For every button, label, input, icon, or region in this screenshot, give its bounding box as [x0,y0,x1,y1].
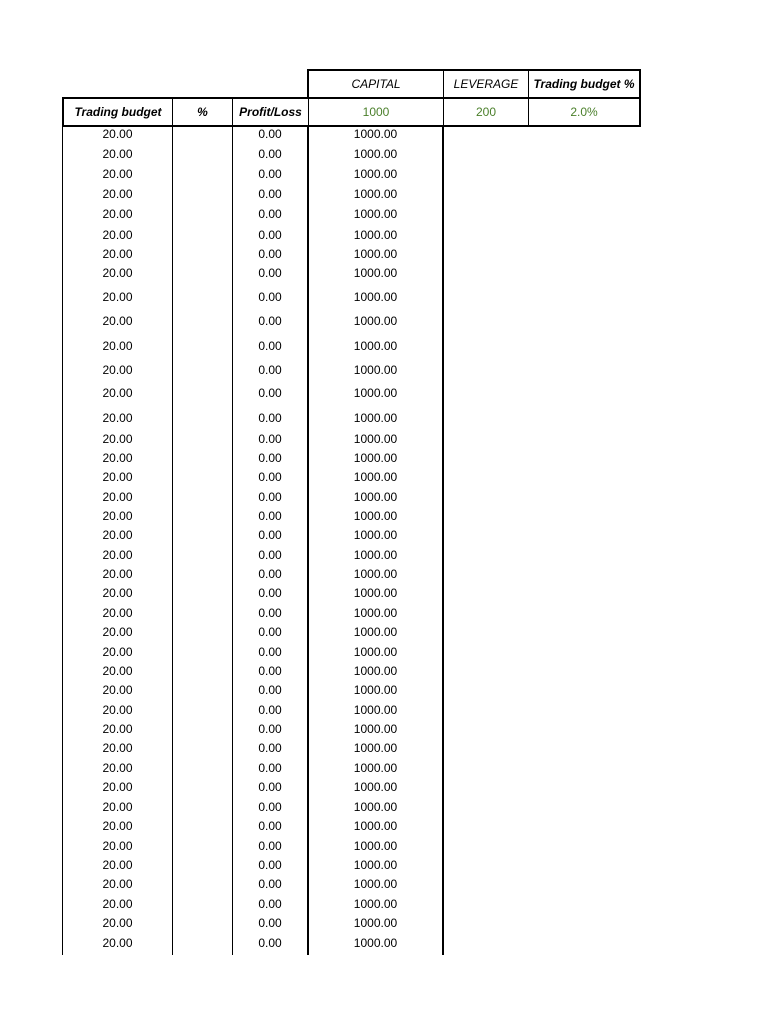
trading-budget-header[interactable]: Trading budget [74,105,162,119]
trading-budget-cell[interactable]: 20.00 [102,490,133,504]
profit-loss-cell[interactable]: 0.00 [258,839,282,853]
capital-cell[interactable]: 1000.00 [353,839,398,853]
trading-budget-cell[interactable]: 20.00 [102,897,133,911]
profit-loss-cell[interactable]: 0.00 [258,567,282,581]
column-border-capital-right [442,125,444,955]
capital-cell[interactable]: 1000.00 [353,290,398,304]
percent-cell[interactable] [173,895,232,914]
profit-loss-cell[interactable]: 0.00 [258,741,282,755]
percent-cell[interactable] [173,409,232,428]
trading-budget-cell[interactable]: 20.00 [102,127,133,141]
trading-budget-cell[interactable]: 20.00 [102,290,133,304]
profit-loss-cell[interactable]: 0.00 [258,916,282,930]
capital-cell[interactable]: 1000.00 [353,645,398,659]
capital-cell[interactable]: 1000.00 [353,664,398,678]
percent-cell[interactable] [173,739,232,758]
profit-loss-cell[interactable]: 0.00 [258,897,282,911]
trading-budget-cell[interactable]: 20.00 [102,839,133,853]
profit-loss-cell[interactable]: 0.00 [258,228,282,242]
capital-cell[interactable]: 1000.00 [353,339,398,353]
percent-cell[interactable] [173,288,232,307]
profit-loss-cell[interactable]: 0.00 [258,528,282,542]
capital-cell[interactable]: 1000.00 [353,606,398,620]
capital-cell[interactable]: 1000.00 [353,528,398,542]
profit-loss-cell[interactable]: 0.00 [258,314,282,328]
capital-cell[interactable]: 1000.00 [353,247,398,261]
profit-loss-cell[interactable]: 0.00 [258,266,282,280]
percent-cell[interactable] [173,185,232,204]
percent-cell[interactable] [173,778,232,797]
profit-loss-cell[interactable]: 0.00 [258,147,282,161]
capital-cell[interactable]: 1000.00 [353,490,398,504]
capital-cell[interactable]: 1000.00 [353,800,398,814]
profit-loss-cell[interactable]: 0.00 [258,339,282,353]
percent-cell[interactable] [173,837,232,856]
profit-loss-cell[interactable]: 0.00 [258,683,282,697]
trading-budget-cell[interactable]: 20.00 [102,528,133,542]
profit-loss-cell[interactable]: 0.00 [258,664,282,678]
percent-cell[interactable] [173,205,232,224]
percent-cell[interactable] [173,817,232,836]
trading-budget-cell[interactable]: 20.00 [102,363,133,377]
capital-cell[interactable]: 1000.00 [353,509,398,523]
percent-cell[interactable] [173,604,232,623]
profit-loss-cell[interactable]: 0.00 [258,548,282,562]
percent-cell[interactable] [173,488,232,507]
percent-header[interactable]: % [197,105,208,119]
trading-budget-cell[interactable]: 20.00 [102,266,133,280]
percent-cell[interactable] [173,165,232,184]
percent-cell[interactable] [173,125,232,144]
capital-cell[interactable]: 1000.00 [353,858,398,872]
profit-loss-cell[interactable]: 0.00 [258,470,282,484]
capital-cell[interactable]: 1000.00 [353,386,398,400]
capital-cell[interactable]: 1000.00 [353,363,398,377]
capital-cell[interactable]: 1000.00 [353,127,398,141]
profit-loss-cell[interactable]: 0.00 [258,586,282,600]
percent-cell[interactable] [173,856,232,875]
trading-budget-cell[interactable]: 20.00 [102,187,133,201]
capital-cell[interactable]: 1000.00 [353,548,398,562]
percent-cell[interactable] [173,623,232,642]
trading-budget-cell[interactable]: 20.00 [102,645,133,659]
profit-loss-cell[interactable]: 0.00 [258,819,282,833]
trading-budget-cell[interactable]: 20.00 [102,780,133,794]
profit-loss-cell[interactable]: 0.00 [258,645,282,659]
percent-cell[interactable] [173,430,232,449]
trading-budget-cell[interactable]: 20.00 [102,451,133,465]
capital-cell[interactable]: 1000.00 [353,897,398,911]
percent-cell[interactable] [173,643,232,662]
percent-cell[interactable] [173,264,232,283]
trading-budget-cell[interactable]: 20.00 [102,877,133,891]
percent-cell[interactable] [173,934,232,953]
profit-loss-cell[interactable]: 0.00 [258,207,282,221]
profit-loss-cell[interactable]: 0.00 [258,936,282,950]
percent-cell[interactable] [173,798,232,817]
trading-budget-cell[interactable]: 20.00 [102,722,133,736]
capital-cell[interactable]: 1000.00 [353,722,398,736]
trading-budget-cell[interactable]: 20.00 [102,228,133,242]
trading-budget-cell[interactable]: 20.00 [102,664,133,678]
capital-cell[interactable]: 1000.00 [353,147,398,161]
capital-cell[interactable]: 1000.00 [353,683,398,697]
capital-cell[interactable]: 1000.00 [353,741,398,755]
profit-loss-cell[interactable]: 0.00 [258,722,282,736]
capital-cell[interactable]: 1000.00 [353,187,398,201]
profit-loss-header[interactable]: Profit/Loss [239,105,302,119]
percent-cell[interactable] [173,337,232,356]
trading-budget-cell[interactable]: 20.00 [102,432,133,446]
capital-cell[interactable]: 1000.00 [353,167,398,181]
profit-loss-cell[interactable]: 0.00 [258,411,282,425]
trading-budget-cell[interactable]: 20.00 [102,819,133,833]
profit-loss-cell[interactable]: 0.00 [258,800,282,814]
percent-cell[interactable] [173,759,232,778]
profit-loss-cell[interactable]: 0.00 [258,451,282,465]
trading-budget-cell[interactable]: 20.00 [102,625,133,639]
percent-cell[interactable] [173,701,232,720]
capital-cell[interactable]: 1000.00 [353,936,398,950]
capital-cell[interactable]: 1000.00 [353,266,398,280]
trading-budget-cell[interactable]: 20.00 [102,761,133,775]
percent-cell[interactable] [173,914,232,933]
profit-loss-cell[interactable]: 0.00 [258,703,282,717]
capital-cell[interactable]: 1000.00 [353,567,398,581]
profit-loss-cell[interactable]: 0.00 [258,509,282,523]
capital-cell[interactable]: 1000.00 [353,761,398,775]
percent-cell[interactable] [173,449,232,468]
capital-cell[interactable]: 1000.00 [353,411,398,425]
trading-budget-cell[interactable]: 20.00 [102,858,133,872]
profit-loss-cell[interactable]: 0.00 [258,386,282,400]
percent-cell[interactable] [173,662,232,681]
capital-cell[interactable]: 1000.00 [353,470,398,484]
profit-loss-cell[interactable]: 0.00 [258,432,282,446]
trading-budget-cell[interactable]: 20.00 [102,386,133,400]
trading-budget-cell[interactable]: 20.00 [102,470,133,484]
percent-cell[interactable] [173,565,232,584]
capital-cell[interactable]: 1000.00 [353,703,398,717]
capital-cell[interactable]: 1000.00 [353,916,398,930]
profit-loss-cell[interactable]: 0.00 [258,247,282,261]
percent-cell[interactable] [173,875,232,894]
capital-cell[interactable]: 1000.00 [353,314,398,328]
trading-budget-cell[interactable]: 20.00 [102,339,133,353]
trading-budget-cell[interactable]: 20.00 [102,411,133,425]
trading-budget-cell[interactable]: 20.00 [102,167,133,181]
profit-loss-cell[interactable]: 0.00 [258,187,282,201]
percent-cell[interactable] [173,145,232,164]
budget-pct-header[interactable]: Trading budget % [533,77,635,91]
trading-budget-cell[interactable]: 20.00 [102,147,133,161]
profit-loss-cell[interactable]: 0.00 [258,363,282,377]
trading-budget-cell[interactable]: 20.00 [102,683,133,697]
trading-budget-cell[interactable]: 20.00 [102,936,133,950]
capital-cell[interactable]: 1000.00 [353,877,398,891]
trading-budget-cell[interactable]: 20.00 [102,741,133,755]
percent-cell[interactable] [173,384,232,403]
percent-cell[interactable] [173,361,232,380]
capital-cell[interactable]: 1000.00 [353,451,398,465]
percent-cell[interactable] [173,546,232,565]
profit-loss-cell[interactable]: 0.00 [258,167,282,181]
percent-cell[interactable] [173,245,232,264]
percent-cell[interactable] [173,584,232,603]
trading-budget-cell[interactable]: 20.00 [102,567,133,581]
budget-pct-value-cell[interactable]: 2.0% [570,105,598,119]
capital-cell[interactable]: 1000.00 [353,228,398,242]
capital-cell[interactable]: 1000.00 [353,432,398,446]
leverage-value-cell[interactable]: 200 [475,105,497,119]
percent-cell[interactable] [173,226,232,245]
percent-cell[interactable] [173,468,232,487]
profit-loss-cell[interactable]: 0.00 [258,761,282,775]
profit-loss-cell[interactable]: 0.00 [258,490,282,504]
capital-value-cell[interactable]: 1000 [362,105,390,119]
trading-budget-cell[interactable]: 20.00 [102,548,133,562]
trading-budget-cell[interactable]: 20.00 [102,207,133,221]
trading-budget-cell[interactable]: 20.00 [102,606,133,620]
capital-cell[interactable]: 1000.00 [353,819,398,833]
profit-loss-cell[interactable]: 0.00 [258,606,282,620]
profit-loss-cell[interactable]: 0.00 [258,625,282,639]
trading-budget-cell[interactable]: 20.00 [102,247,133,261]
profit-loss-cell[interactable]: 0.00 [258,877,282,891]
trading-budget-cell[interactable]: 20.00 [102,586,133,600]
percent-cell[interactable] [173,681,232,700]
capital-cell[interactable]: 1000.00 [353,207,398,221]
capital-cell[interactable]: 1000.00 [353,625,398,639]
percent-cell[interactable] [173,507,232,526]
trading-budget-cell[interactable]: 20.00 [102,509,133,523]
profit-loss-cell[interactable]: 0.00 [258,290,282,304]
leverage-header[interactable]: LEVERAGE [453,77,519,91]
percent-cell[interactable] [173,720,232,739]
trading-budget-cell[interactable]: 20.00 [102,800,133,814]
profit-loss-cell[interactable]: 0.00 [258,780,282,794]
capital-header[interactable]: CAPITAL [351,77,401,91]
percent-cell[interactable] [173,526,232,545]
profit-loss-cell[interactable]: 0.00 [258,127,282,141]
trading-budget-cell[interactable]: 20.00 [102,916,133,930]
trading-budget-cell[interactable]: 20.00 [102,314,133,328]
capital-cell[interactable]: 1000.00 [353,586,398,600]
trading-budget-cell[interactable]: 20.00 [102,703,133,717]
percent-cell[interactable] [173,312,232,331]
profit-loss-cell[interactable]: 0.00 [258,858,282,872]
capital-cell[interactable]: 1000.00 [353,780,398,794]
